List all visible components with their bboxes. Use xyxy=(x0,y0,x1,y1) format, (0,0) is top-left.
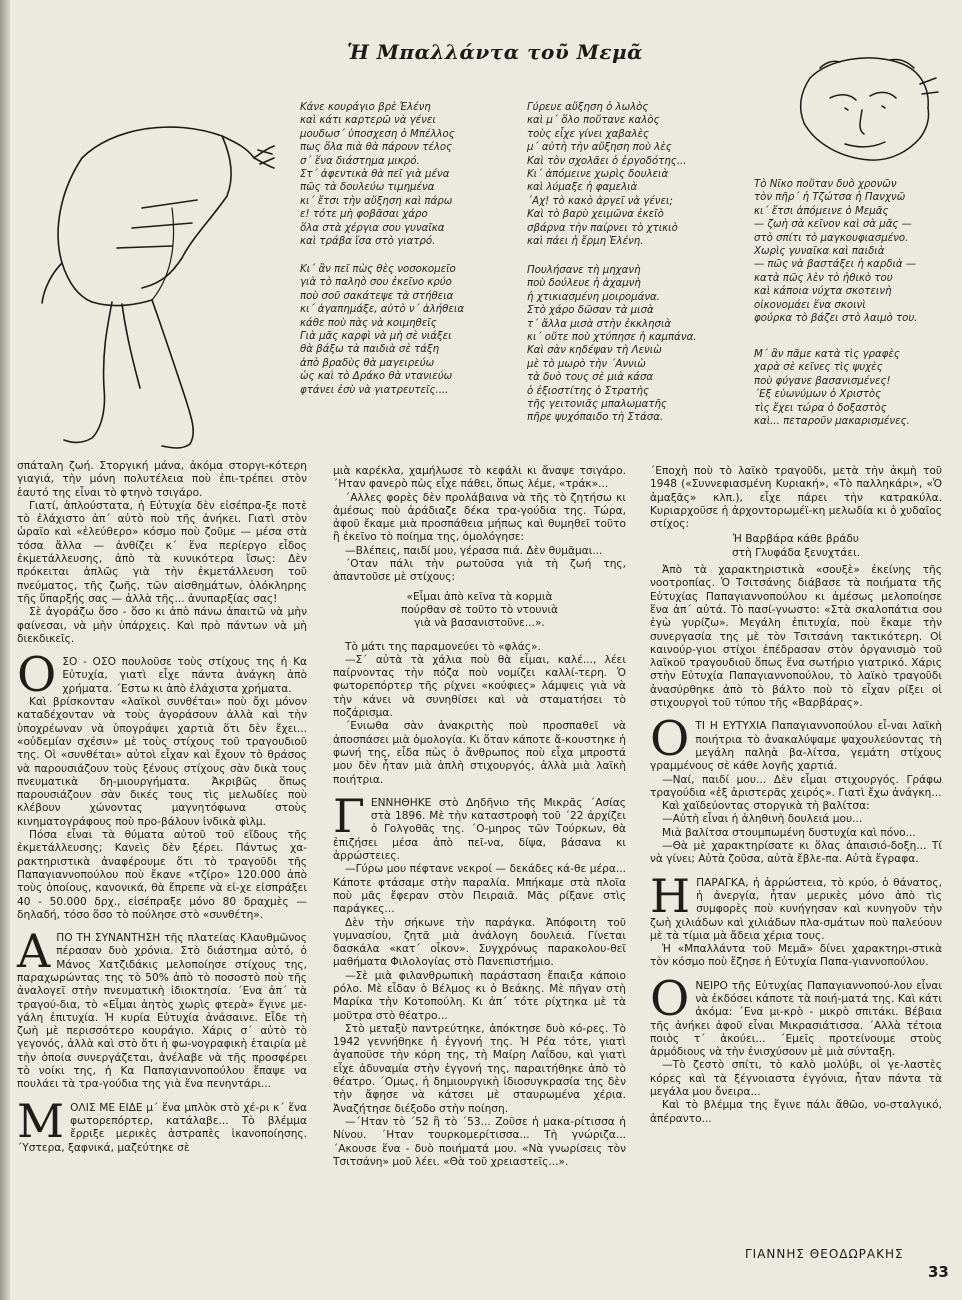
paragraph: —΄Ηταν τὸ ΄52 ἢ τὸ ΄53... Ζοῦσε ἡ μακα-ρίτισσα ἡ Νίνου. ΄Ηταν τουρκομερίτισσα... Τὴ γνώριζα... ΄Ακουσε ἕνα - δυὸ ποιήματά μου. «Νὰ γνωρίσεις τὸν Τσιτσάνη» μοῦ λέει. «Θὰ τοῦ χρειαστεῖς...». xyxy=(333,1115,626,1168)
paragraph: —Θὰ μὲ χαρακτηρίσατε κι ὅλας ἀπαισιό-δοξη... Τί νὰ γίνει; Αὐτὰ ζοῦσα, αὐτὰ ἔβλε-πα. Αὐτὰ ἔγραφα. xyxy=(650,840,942,866)
paragraph: ΣΟ - ΟΣΟ πουλοῦσε τοὺς στίχους της ἡ Κα Εὐτυχία, γιατὶ εἶχε πάντα ἀνάγκη ἀπὸ χρήματα. ΄Εστω κι ἀπὸ ἐλάχιστα χρήματα. xyxy=(62,656,307,695)
paragraph: ΄Οταν πάλι τὴν ρωτοῦσα γιὰ τὴ ζωή της, ἀπαντοῦσε μὲ στίχους: xyxy=(333,558,626,584)
hunched-man-illustration xyxy=(22,88,282,468)
paragraph: ΝΕΙΡΟ τῆς Εὐτυχίας Παπαγιαννοπού-λου εἶναι νὰ ἐκδόσει κάποτε τὰ ποιή-ματά της. Καὶ κάτι ἀκόμα: ΄Ενα μι-κρὸ - μικρὸ σπιτάκι. Βέβαια τῆς ἀνήκει ἀφοῦ εἶναι Μικρασιάτισσα. ΄Αλλὰ τέτοια ποιὸς τ΄ ἀκούει... ΄Εμεῖς προτείνουμε στοὺς ἁρμόδιους νὰ τὴν ἐνισχύσουν μὲ μιὰ σύνταξη. xyxy=(650,979,942,1059)
paragraph: ΠΟ ΤΗ ΣΥΝΑΝΤΗΣΗ τῆς πλατείας Κλαυθμῶνος πέρασαν δυὸ χρόνια. Στὸ διάστημα αὐτό, ὁ Μάνος Χατζιδάκις μελοποίησε στίχους της, παραχωρώντας της τὸ 50% ἀπὸ τὸ ποσοστὸ ποὺ τῆς ἀναλογεῖ στὴν πνευματικὴ ἰδιοκτησία. ΄Ενα ἀπ΄ τὰ τραγού-δια, τὸ «Εἶμαι ἀητὸς χωρὶς φτερὰ» ἔγινε με-γάλη ἐπιτυχία. Ἡ κυρία Εὐτυχία ἀνάσαινε. Εἶδε τὴ ζωὴ μὲ περισσότερο κουράγιο. Χάρις σ΄ αὐτὸ τὸ γεγονός, ἀλλὰ καὶ στὸ ὅτι ἡ φω-νογραφικὴ ἑταιρία μὲ τὴν ὁποία συνεργάζεται, ἀνέλαβε νὰ τῆς προσφέρει τὸ νοίκι της, ἡ Κα Παπαγιαννοπούλου ἔπαψε να πουλάει τὰ τρα-γούδια της γιὰ ἕνα πενηντάρι... xyxy=(17,932,307,1091)
paragraph: Μιὰ βαλίτσα στουμπωμένη δυστυχία καὶ πόνο... xyxy=(662,826,916,839)
author-byline: ΓΙΑΝΝΗΣ ΘΕΟΔΩΡΑΚΗΣ xyxy=(745,1247,904,1261)
paragraph: ΄Αλλες φορὲς δὲν προλάβαινα νὰ τῆς τὸ ζητήσω κι ἀμέσως ποὺ ἀράδιαζε δέκα τρα-γούδια της. Τώρα, ἀφοῦ ἔκαμε μιὰ προσπάθεια μήπως καὶ θυμηθεῖ τοῦτο ἢ ἐκεῖνο τὸ ποίημα της, ὁμολόγησε: xyxy=(333,491,626,544)
paragraph: —Αὐτὴ εἶναι ἡ ἀληθινὴ δουλειά μου... xyxy=(662,813,863,826)
paragraph: Στὸ μεταξὺ παντρεύτηκε, ἀπόκτησε δυὸ κό-ρες. Τὸ 1942 γεννήθηκε ἡ ἐγγονή της. Ἡ Ρέα τότε, γιατὶ ἀγαποῦσε τὴν κόρη της, τὴ Μαίρη Λαΐδου, καὶ γιατὶ εἶχε ἀδυναμία στὴν ἐγγονή της, παραιτήθηκε ἀπὸ τὸ θέατρο. ΄Ομως, ἡ δημιουργικὴ ἰδιοσυγκρασία της δὲν τὴν ἄφησε νὰ κάτσει μὲ σταυρωμένα χέρια. Ἀναζήτησε διέξοδο στὴν ποίηση. xyxy=(333,1022,626,1115)
article-column-1 xyxy=(17,460,307,1155)
poem-stanza-4: Πουλήσανε τὴ μηχανὴ ποὺ δούλευε ἡ ἀχαμνὴ ἡ χτικιασμένη μοιρομάνα. Στὸ χάρο δῶσαν τὰ μισὰ τ΄ ἄλλα μισὰ στὴν ἐκκλησιὰ κι΄ οὔτε ποὺ χτύπησε ἡ καμπάνα. Καὶ σὰν κηδέψαν τὴ Λενιὼ μὲ τὸ μωρὸ τὴν ΄Αννιὼ τὰ δυὸ τους σὲ μιὰ κάσα ὁ ἐξιοστίτης ὁ Στρατὴς τῆς γειτονιᾶς μπαλωματῆς πῆρε ψυχόπαιδο τὴ Στάσα. xyxy=(527,265,697,424)
paragraph: ΤΙ Η ΕΥΤΥΧΙΑ Παπαγιαννοπούλου εἶ-ναι λαϊκὴ ποιήτρια τὸ ἀνακαλύψαμε ψαχουλεύοντας τὴ μεγάλη παληὰ βα-λίτσα, γεμάτη στίχους γραμμένους σὲ κάθε λογῆς χαρτιά. xyxy=(650,720,942,773)
face-sketch-illustration xyxy=(790,48,940,168)
paragraph: Δὲν τὴν σήκωνε τὴν παράγκα. Ἀπόφοιτη τοῦ γυμνασίου, ζητᾶ μιὰ ἀνάλογη δουλειά. Γίνεται δασκάλα «κατ΄ οἶκον». Συγχρόνως παρακολου-θεῖ μαθήματα Φιλολογίας στὸ Πανεπιστήμιο. xyxy=(333,916,626,969)
paragraph: ΕΝΝΗΘΗΚΕ στὸ Δηδῆνιο τῆς Μικρᾶς ΄Ασίας στὰ 1896. Μὲ τὴν καταστροφὴ τοῦ ΄22 ἀρχίζει ὁ Γολγοθᾶς της. ΄Ο-μηρος τῶν Τούρκων, θὰ ἐπιζήσει μέσα ἀπὸ πεῖ-να, δίψα, βάσανα κι ἀρρώστειες. xyxy=(333,796,626,863)
drop-cap: Μ xyxy=(17,1093,65,1148)
paragraph: σπάταλη ζωή. Στοργική μάνα, ἀκόμα στοργι-κότερη γιαγιά, τὴν μόνη πολυτέλεια ποὺ ἐπι-τρέπει στὸν ἑαυτό της εἶναι τὸ φτηνὸ τσιγάρο. xyxy=(17,460,307,499)
paragraph: Καὶ βρίσκονταν «λαϊκοὶ συνθέται» ποὺ ὄχι μόνον καταδέχονταν νὰ τοὺς ἀγοράσουν ἀλλὰ καὶ τὴν ὑποχρέωναν νὰ ὑπογράψει χαρτιὰ ὅτι δὲν ἔχει... «οὐδεμίαν σχέσιν» μὲ τοὺς στίχους τοῦ τραγουδιοῦ της. Οἱ «συνθέται» αὐτοὶ εἶχαν καὶ ἔχουν τὸ θράσος νὰ παρουσιάζουν τοὺς ξένους στίχους σὰν δικὰ τους πνευματικὰ δη-μιουργήματα. Ἀκριβῶς ὅπως παρουσιάζουν σὰν δικές τους τὶς μελωδίες ποὺ κλέβουν χώνοντας μαγνητόφωνα στοὺς κινηματογράφους ποὺ προ-βάλουν ἰνδικὰ φὶλμ. xyxy=(17,696,307,828)
article-column-2 xyxy=(333,465,626,1169)
paragraph: Καὶ χαϊδεύοντας στοργικὰ τὴ βαλίτσα: xyxy=(662,800,870,813)
paragraph: —Βλέπεις, παιδί μου, γέρασα πιά. Δὲν θυμᾶμαι... xyxy=(345,544,603,557)
article-column-3 xyxy=(650,465,942,1126)
paragraph: Σὲ ἀγοράζω ὅσο - ὅσο κι ἀπὸ πάνω ἀπαιτῶ νὰ μὴν φαίνεσαι, νὰ μὴν ὑπάρχεις. Καὶ πρὸ πάντων νὰ μὴ διεκδικεῖς. xyxy=(17,606,307,645)
paragraph: ΟΛΙΣ ΜΕ ΕΙΔΕ μ΄ ἕνα μπλὸκ στὸ χέ-ρι κ΄ ἕνα φωτορεπόρτερ, κατάλαβε... Τὸ βλέμμα ἔρριξε μερικὲς ἀστραπὲς ἱκανοποίησης. ΄Υστερα, ξαφνικά, μαζεύτηκε σὲ xyxy=(17,1101,307,1154)
paragraph: μιὰ καρέκλα, χαμήλωσε τὸ κεφάλι κι ἄναψε τσιγάρο. ΄Ηταν φανερὸ πὼς εἶχε πάθει, ὅπως λέμε, «τράκ»... xyxy=(333,465,626,491)
paragraph: Γιατί, ἁπλούστατα, ἡ Εὐτυχία δὲν εἰσέπρα-ξε ποτὲ τὸ ἐλάχιστο ἀπ΄ αὐτὸ ποὺ τῆς ἀνήκει. Γιατὶ στὸν ὡραῖο καὶ «ἐλεύθερο» κόσμο ποὺ ζοῦμε — μέσα στὰ τόσα ἄλλα — ἀνθίζει κ΄ ἕνα περίεργο εἶδος ἐκμετάλλευσης, ἀπὸ τὰ κυνικότερα ἴσως: Δὲν πρόκειται ἁπλῶς γιὰ τὴν ἐκμετάλλευση τοῦ πνεύματος, τῆς ζωῆς, τῶν αἰσθημάτων, ὁλόκληρης τῆς ὕπαρξής σας — ἀλλὰ τῆς... ἀνυπαρξίας σας! xyxy=(17,499,307,605)
paragraph: Καὶ τὸ βλέμμα της ἔγινε πάλι ἄθῶο, νο-σταλγικό, ἀπέραντο... xyxy=(650,1099,942,1125)
paragraph: —Ναί, παιδί μου... Δὲν εἶμαι στιχουργός. Γράφω τραγούδια «ἐξ ἀριστερᾶς χειρός». Γιατὶ ἔχω ἀνάγκη... xyxy=(650,773,942,799)
drop-cap: Ο xyxy=(17,647,57,704)
quoted-verse: Ἡ Βαρβάρα κάθε βράδυ στὴ Γλυφάδα ξενυχτάει. xyxy=(731,533,861,559)
poem-stanza-5: Τὸ Νῖκο ποὔταν δυὸ χρονῶν τὸν πῆρ΄ ἡ Τζώτσα ἡ Πανχνῶ κι΄ ἔτσι ἀπόμεινε ὁ Μεμᾶς — ζωὴ σὰ κεῖνον καὶ σὰ μᾶς — στὸ σπίτι τὸ μαγκουφιασμένο. Χωρὶς γυναῖκα καὶ παιδιὰ — πῶς νὰ βαστάξει ἡ καρδιὰ — κατὰ πῶς λὲν τὸ ἠθικὸ του καὶ κάποια νύχτα σκοτεινὴ οἰκονομάει ἕνα σκοινὶ φούρκα τὸ βάζει στὸ λαιμὸ του. xyxy=(754,179,918,325)
poem-stanza-3: Γύρευε αὔξηση ὁ λωλὸς καὶ μ΄ ὅλο ποὔτανε καλὸς τοὺς εἶχε γίνει χαβαλὲς μ΄ αὐτὴ τὴν αὔξηση ποὺ λὲς Καὶ τὸν σχολᾶει ὁ ἐργοδότης... Κι΄ ἀπόμεινε χωρὶς δουλειὰ καὶ λύμαξε ἡ φαμελιὰ ΄Αχ! τὸ κακὸ ἀργεῖ νὰ γένει; Καὶ τὸ βαρὺ χειμῶνα ἐκεῖὸ σβάρνα τὴν παίρνει τὸ χτικιὸ καὶ πάει ἡ ἔρμη Ἑλένη. xyxy=(527,102,687,248)
paragraph: —Σὲ μιὰ φιλανθρωπικὴ παράσταση ἔπαιξα κάποιο ρόλο. Μὲ εἶδαν ὁ Βέλμος κι ὁ Βεάκης. Μὲ πῆγαν στὴ Μαρίκα τὴν Κοτοπούλη. Κι ἀπ΄ τότε ρίχτηκα μὲ τὰ μοῦτρα στὸ θέατρο... xyxy=(333,969,626,1022)
poem-stanza-2: Κι΄ ἂν πεῖ πὼς θὲς νοσοκομεῖο γιὰ τὸ παληὸ σου ἐκεῖνο κρύο ποὺ σοῦ σακάτεψε τὰ στήθεια κι΄ ἀγαπημάξε, αὐτὸ ν΄ ἀλήθεια κάθε ποὺ πὰς νὰ κοιμηθεῖς Γιὰ μᾶς καρφὶ νὰ μὴ σὲ νιάξει θὰ βάξω τὰ παιδιὰ σὲ τάξη ἀπὸ βραδὺς θὰ μαγειρεύω ὡς καὶ τὸ Δράκο θὰ ντανιεύω φτάνει ἐσὺ νὰ γιατρευτεῖς.... xyxy=(300,264,465,396)
paragraph: ΄Εποχὴ ποὺ τὸ λαϊκὸ τραγοῦδι, μετὰ τὴν ἀκμὴ τοῦ 1948 («Συννεφιασμένη Κυριακή», «Τὸ παλληκάρι», «Ὁ ἀμαξᾶς» κλπ.), εἶχε πάρει τὴν κατρακύλα. Κυριαρχοῦσε ἡ ἀρχοντορωμέϊ-κη μελωδία κι ὁ χυδαῖος στίχος: xyxy=(650,465,942,531)
paragraph: —Σ΄ αὐτὰ τὰ χάλια ποὺ θὰ εἶμαι, καλέ..., λέει παίρνοντας τὴν πόζα ποὺ νομίζει καλλί-τερη. Ὁ φωτορεπόρτερ τῆς ρίχνει «κούφιες» λάμψεις γιὰ νὰ τὴν κάνει νὰ συνηθίσει καὶ νὰ σταματήσει τὸ ποζάρισμα. xyxy=(333,653,626,720)
paragraph: —Τὸ ζεστὸ σπίτι, τὸ καλὸ μολύβι, οἱ γε-λαστὲς κόρες καὶ τὰ ξέγνοιαστα ἐγγόνια, ἦταν πάντα τὰ μεγάλα μου ὄνειρα... xyxy=(650,1059,942,1099)
drop-cap: Η xyxy=(650,868,691,923)
drop-cap: Ο xyxy=(650,970,690,1027)
paragraph: ΠΑΡΑΓΚΑ, ἡ ἀρρώστεια, τὸ κρύο, ὁ θάνατος, ἡ ἀνεργία, ἦταν μερικὲς μόνο ἀπὸ τὶς συμφορὲς ποὺ κυνήγησαν καὶ κυνηγοῦν τὴν ζωὴ χιλιάδων καὶ χιλιάδων πλα-σμάτων ποὺ παλεύουν μὲ τὰ τίμια μὰ ἄδεια χέρια τους. xyxy=(650,876,942,942)
page-number: 33 xyxy=(928,1263,949,1281)
article-title: Ἡ Μπαλλάντα τοῦ Μεμᾶ xyxy=(346,40,644,64)
paragraph: —Γύρω μου πέφτανε νεκροί — δεκάδες κά-θε μέρα... Κάποτε φτάσαμε στὴν παραλία. Μπήκαμε στὰ πλοῖα ποὺ μᾶς ἔφεραν στὸν Πειραιᾶ. Μᾶς ρίξανε στὶς παράγκες... xyxy=(333,863,626,916)
poem-stanza-6: Μ΄ ἂν πᾶμε κατὰ τὶς γραφὲς χαρὰ σὲ κεῖνες τὶς ψυχὲς ποὺ φύγανε βασανισμένες! ΄Εξ εὐωνύμων ὁ Χριστὸς τὶς ἔχει τώρα ὁ δοξαστὸς καὶ... πεταροῦν μακαρισμένες. xyxy=(754,349,910,428)
drop-cap: Ο xyxy=(650,711,690,768)
poem-stanza-1: Κάνε κουράγιο βρὲ Ἑλένη καὶ κάτι καρτερῶ νὰ γένει μουδωσ΄ ὑποσχεση ὁ Μπέλλος πως ὅλα πιὰ θὰ πάρουν τέλος σ΄ ἕνα διάστημα μικρό. Στ΄ ἀφεντικὰ θὰ πεῖ γιὰ μένα πῶς τὰ δουλεύω τιμημένα κι΄ ἔτσι τὴν αὔξηση καὶ πάρω ε! τότε μὴ φοβᾶσαι χάρο ὅλα στὰ χέργια σου γυναῖκα καὶ τράβα ἴσα στὸ γιατρό. xyxy=(300,102,455,248)
paragraph: ΄Ενιωθα σὰν ἀνακριτὴς ποὺ προσπαθεῖ νὰ ἀποσπάσει μιὰ ὁμολογία. Κι ὅταν κάποτε ἄ-κουστηκε ἡ φωνή της, εἶδα πὼς ὁ ἄνθρωπος ποὺ εἶχα μπροστά μου δὲν ἦταν μιὰ ἁπλὴ στιχουργός, ἀλλὰ μιὰ λαϊκὴ ποιήτρια. xyxy=(333,720,626,786)
quoted-verse: «Εἶμαι ἀπὸ κεῖνα τὰ κορμιὰ πούρθαν σὲ τοῦτο τὸ ντουνιὰ γιὰ νὰ βασανιστοῦνε...». xyxy=(400,590,559,630)
page-binding-shadow xyxy=(0,0,10,1300)
paragraph: Πόσα εἶναι τὰ θύματα αὐτοῦ τοῦ εἴδους τῆς ἐκμετάλλευσης; Κανεὶς δὲν ξέρει. Πάντως χα-ρακτηριστικὰ ἀναφέρουμε ὅτι τὸ τραγοῦδι τῆς Παπαγιαννοπούλου ποὺ ἔκανε «τζίρο» 120.000 ἀπὸ τοὺς ὁποίους, κανονικά, θὰ ἔπρεπε νὰ εἰ-χε εἰσπράξει 40 - 50.000 δρχ., εἰσέπραξε μόνο 80 δραχμὲς — δηλαδή, τόσο ὅσο τὸ πούλησε στὸ «συνθέτη». xyxy=(17,829,307,921)
drop-cap: Γ xyxy=(333,788,365,843)
paragraph: Τὸ μάτι της παραμονεύει τὸ «φλάς». xyxy=(345,640,541,653)
paragraph: Ἡ «Μπαλλάντα τοῦ Μεμᾶ» δίνει χαρακτηρι-στικὰ τὸν κόσμο ποὺ ἔζησε ἡ Εὐτυχία Παπα-γιαννοπούλου. xyxy=(650,943,942,969)
paragraph: Ἀπὸ τὰ χαρακτηριστικὰ «σουξὲ» ἐκείνης τῆς νοοτροπίας. Ὁ Τσιτσάνης διάβασε τὰ ποιήματα τῆς Εὐτυχίας Παπαγιαννοπούλου κι ἀμέσως μελοποίησε ἕνα ἀπ΄ αὐτά. Τὸ πασί-γνωστο: «Στὰ σκαλοπάτια σου ἐγὼ γυρίζω». Μεγάλη ἐπιτυχία, ποὺ ἔκαμε τὴν συνεργασία της μὲ τὸν Τσιτσάνη τακτικότερη. Οἱ καινούρ-γιοι στίχοι ἐπέδρασαν στὸν ὀργανισμὸ τοῦ λαϊκοῦ τραγουδιοῦ ὅπως ἕνα σωτήριο γιατρικό. Χάρις στὴν Εὐτυχία Παπαγιαννοπούλου, τὸ λαϊκὸ τραγοῦδι ἀνασύρθηκε ἀπὸ τὸ βάλτο ποὺ τὸ εἶχαν ρίξει οἱ στιχουργοὶ τοῦ τύπου τῆς «Βαρβάρας». xyxy=(650,564,942,710)
drop-cap: Α xyxy=(17,924,51,979)
